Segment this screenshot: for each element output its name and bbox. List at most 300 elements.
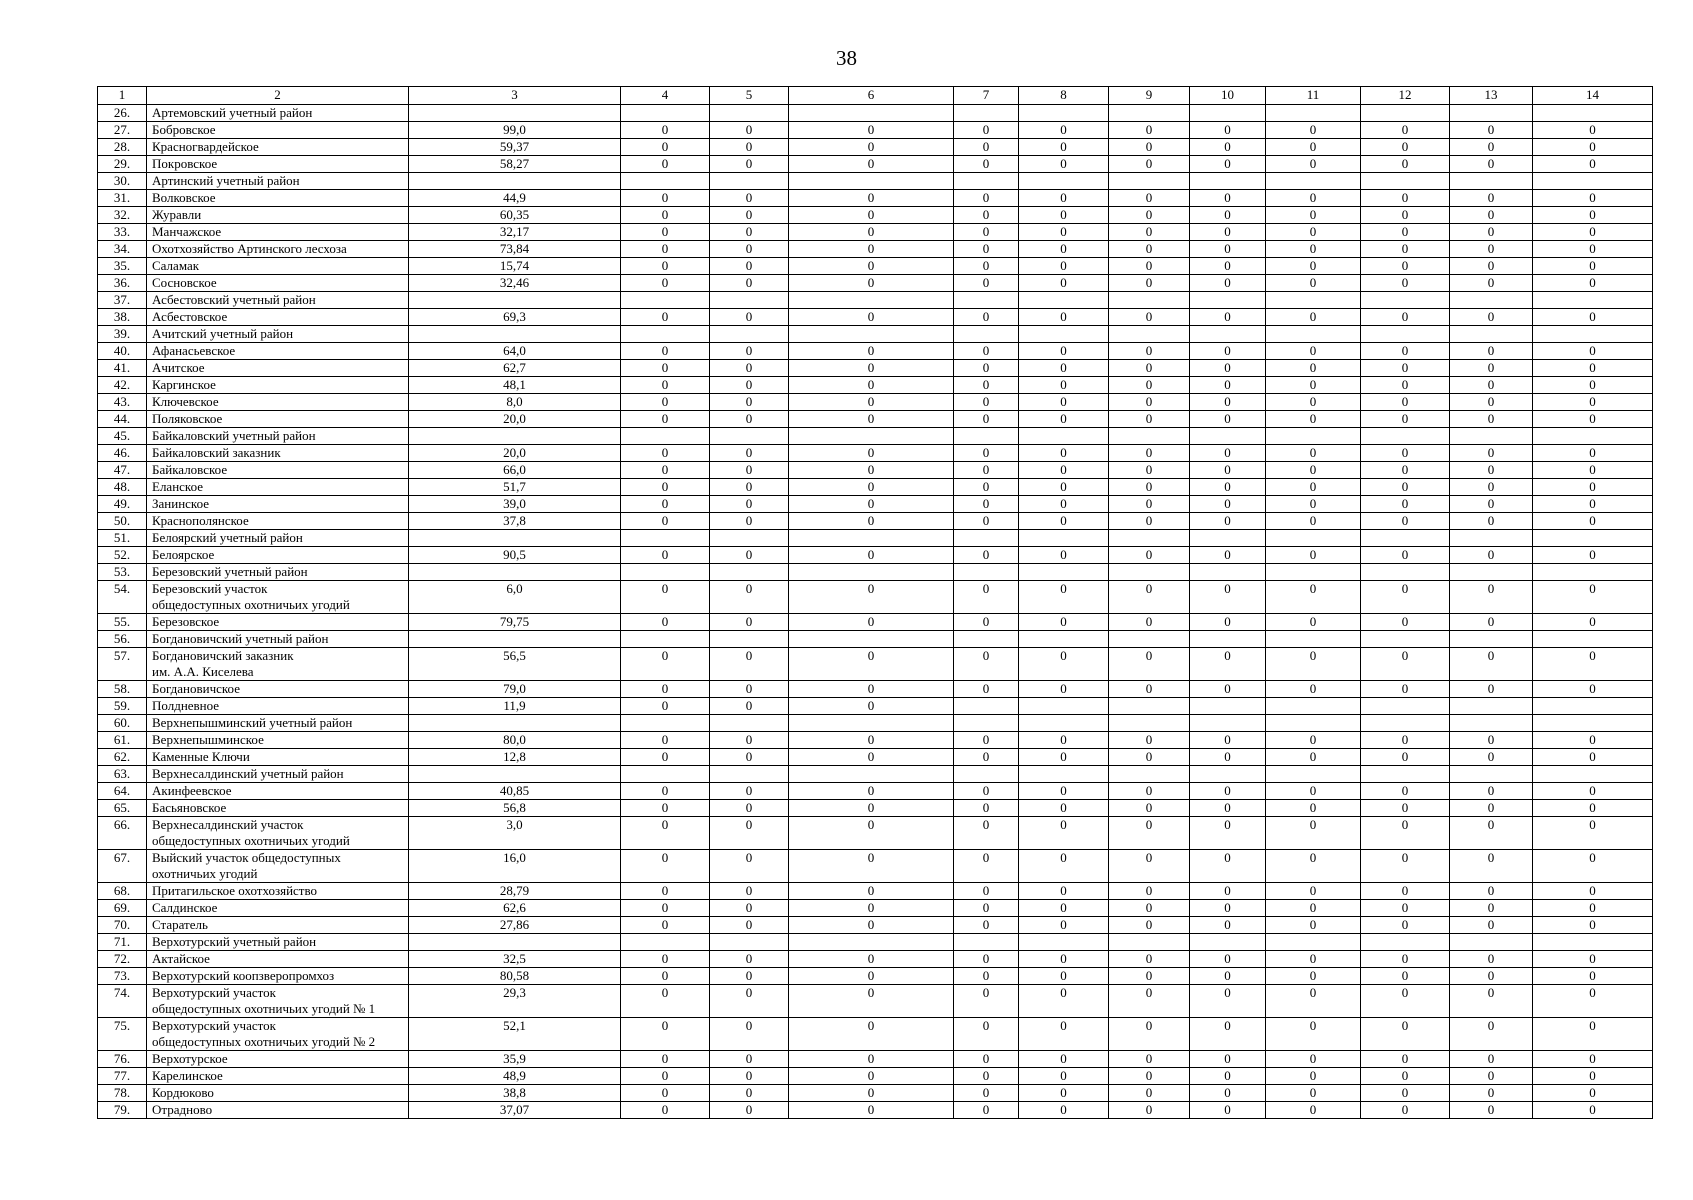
row-number: 30. [98,173,147,190]
area-name [147,445,409,462]
value-col-14: 0 [1533,732,1653,749]
area-name [147,462,409,479]
table-row [98,951,1653,968]
value-col-6 [789,530,954,547]
value-col-5 [710,428,789,445]
area-name [147,411,409,428]
value-col-13: 0 [1450,783,1533,800]
value-col-13: 0 [1450,1102,1533,1119]
value-col-3: 80,58 [409,968,621,985]
value-col-4: 0 [621,309,710,326]
value-col-8: 0 [1019,479,1109,496]
row-number: 37. [98,292,147,309]
value-col-9: 0 [1109,547,1190,564]
value-col-4: 0 [621,156,710,173]
value-col-13: 0 [1450,850,1533,883]
row-number: 46. [98,445,147,462]
area-name-line: Ачитское [152,360,205,375]
value-col-7: 0 [954,968,1019,985]
value-col-10: 0 [1190,968,1266,985]
value-col-3: 52,1 [409,1018,621,1051]
value-col-9 [1109,715,1190,732]
value-col-7: 0 [954,547,1019,564]
value-col-5: 0 [710,445,789,462]
value-col-11: 0 [1266,800,1361,817]
area-name-line: Афанасьевское [152,343,236,358]
value-col-13 [1450,934,1533,951]
row-number: 53. [98,564,147,581]
value-col-12 [1361,292,1450,309]
value-col-11: 0 [1266,207,1361,224]
area-name-line: Салдинское [152,900,218,915]
value-col-12: 0 [1361,749,1450,766]
row-number: 73. [98,968,147,985]
value-col-8: 0 [1019,951,1109,968]
area-name [147,241,409,258]
value-col-9: 0 [1109,360,1190,377]
district-header-row [98,564,1653,581]
value-col-12 [1361,698,1450,715]
value-col-13 [1450,631,1533,648]
value-col-11: 0 [1266,681,1361,698]
value-col-5 [710,631,789,648]
value-col-10 [1190,715,1266,732]
value-col-4: 0 [621,817,710,850]
value-col-12: 0 [1361,309,1450,326]
area-name-line: Верхотурский учетный район [152,934,317,949]
value-col-11 [1266,428,1361,445]
value-col-8 [1019,564,1109,581]
value-col-4: 0 [621,698,710,715]
value-col-13 [1450,530,1533,547]
value-col-13: 0 [1450,800,1533,817]
value-col-4: 0 [621,800,710,817]
area-name-line: охотничьих угодий [152,866,258,881]
area-name [147,698,409,715]
value-col-3: 35,9 [409,1051,621,1068]
value-col-11: 0 [1266,411,1361,428]
value-col-4: 0 [621,900,710,917]
value-col-12: 0 [1361,241,1450,258]
value-col-12: 0 [1361,394,1450,411]
value-col-3 [409,934,621,951]
value-col-6: 0 [789,917,954,934]
value-col-9: 0 [1109,122,1190,139]
value-col-8: 0 [1019,1051,1109,1068]
value-col-11 [1266,326,1361,343]
area-name-line: Белоярский учетный район [152,530,303,545]
value-col-10: 0 [1190,496,1266,513]
value-col-9: 0 [1109,258,1190,275]
area-name-line: Богдановичский учетный район [152,631,329,646]
table-row [98,614,1653,631]
area-name-line: Артинский учетный район [152,173,300,188]
value-col-4: 0 [621,883,710,900]
value-col-13: 0 [1450,985,1533,1018]
value-col-3: 40,85 [409,783,621,800]
value-col-5 [710,564,789,581]
value-col-5: 0 [710,479,789,496]
district-name [147,326,409,343]
value-col-12: 0 [1361,900,1450,917]
value-col-7: 0 [954,749,1019,766]
row-number: 52. [98,547,147,564]
column-header-8: 8 [1019,87,1109,105]
value-col-10: 0 [1190,377,1266,394]
value-col-8 [1019,715,1109,732]
value-col-13: 0 [1450,1068,1533,1085]
value-col-12: 0 [1361,445,1450,462]
row-number: 28. [98,139,147,156]
value-col-10 [1190,564,1266,581]
column-header-6: 6 [789,87,954,105]
value-col-12: 0 [1361,783,1450,800]
value-col-5: 0 [710,156,789,173]
value-col-12: 0 [1361,224,1450,241]
value-col-11: 0 [1266,614,1361,631]
value-col-11: 0 [1266,360,1361,377]
value-col-14: 0 [1533,817,1653,850]
value-col-6: 0 [789,411,954,428]
value-col-13: 0 [1450,394,1533,411]
table-row [98,800,1653,817]
value-col-8: 0 [1019,377,1109,394]
row-number: 61. [98,732,147,749]
value-col-6: 0 [789,207,954,224]
value-col-6: 0 [789,783,954,800]
column-header-7: 7 [954,87,1019,105]
value-col-14: 0 [1533,241,1653,258]
district-header-row [98,530,1653,547]
value-col-12: 0 [1361,1018,1450,1051]
value-col-7: 0 [954,275,1019,292]
value-col-9 [1109,631,1190,648]
table-row [98,1102,1653,1119]
area-name-line: Байкаловский учетный район [152,428,316,443]
row-number: 76. [98,1051,147,1068]
value-col-11 [1266,698,1361,715]
value-col-12: 0 [1361,614,1450,631]
table-row [98,681,1653,698]
area-name [147,817,409,850]
value-col-11: 0 [1266,479,1361,496]
value-col-5: 0 [710,581,789,614]
area-name-line: Притагильское охотхозяйство [152,883,318,898]
area-name-line: им. А.А. Киселева [152,664,254,679]
value-col-3: 11,9 [409,698,621,715]
value-col-12: 0 [1361,377,1450,394]
value-col-6: 0 [789,241,954,258]
value-col-8: 0 [1019,1102,1109,1119]
value-col-7: 0 [954,190,1019,207]
value-col-5: 0 [710,190,789,207]
value-col-9: 0 [1109,445,1190,462]
value-col-5: 0 [710,817,789,850]
value-col-4 [621,428,710,445]
value-col-13 [1450,326,1533,343]
value-col-9 [1109,934,1190,951]
value-col-5: 0 [710,968,789,985]
area-name [147,258,409,275]
value-col-4: 0 [621,224,710,241]
value-col-6: 0 [789,681,954,698]
value-col-13: 0 [1450,883,1533,900]
row-number: 41. [98,360,147,377]
value-col-4: 0 [621,394,710,411]
value-col-6: 0 [789,968,954,985]
value-col-5: 0 [710,951,789,968]
table-row [98,1085,1653,1102]
value-col-7: 0 [954,377,1019,394]
table-row [98,698,1653,715]
value-col-9: 0 [1109,850,1190,883]
table-body [98,105,1653,1119]
value-col-5: 0 [710,1085,789,1102]
area-name-line: Выйский участок общедоступных [152,850,341,865]
value-col-8 [1019,292,1109,309]
value-col-13: 0 [1450,732,1533,749]
value-col-11: 0 [1266,547,1361,564]
value-col-14 [1533,428,1653,445]
value-col-8: 0 [1019,1068,1109,1085]
value-col-3: 48,1 [409,377,621,394]
value-col-7: 0 [954,309,1019,326]
value-col-3 [409,715,621,732]
value-col-8: 0 [1019,581,1109,614]
value-col-11: 0 [1266,224,1361,241]
value-col-6: 0 [789,394,954,411]
value-col-10 [1190,292,1266,309]
value-col-8: 0 [1019,648,1109,681]
value-col-5 [710,173,789,190]
area-name-line: Акинфеевское [152,783,232,798]
value-col-7 [954,326,1019,343]
value-col-4 [621,530,710,547]
value-col-13: 0 [1450,462,1533,479]
value-col-12: 0 [1361,1102,1450,1119]
table-row [98,241,1653,258]
value-col-13: 0 [1450,139,1533,156]
value-col-6: 0 [789,1051,954,1068]
row-number: 32. [98,207,147,224]
value-col-13: 0 [1450,817,1533,850]
row-number: 59. [98,698,147,715]
area-name-line: Еланское [152,479,204,494]
value-col-7: 0 [954,207,1019,224]
value-col-8: 0 [1019,394,1109,411]
area-name [147,156,409,173]
value-col-8 [1019,530,1109,547]
value-col-13: 0 [1450,258,1533,275]
value-col-4: 0 [621,445,710,462]
area-name-line: Верхотурский коопзверопромхоз [152,968,335,983]
value-col-3: 60,35 [409,207,621,224]
value-col-8: 0 [1019,917,1109,934]
value-col-12 [1361,766,1450,783]
value-col-8: 0 [1019,360,1109,377]
value-col-7: 0 [954,1018,1019,1051]
value-col-13 [1450,715,1533,732]
area-name-line: Асбестовское [152,309,228,324]
value-col-10: 0 [1190,122,1266,139]
value-col-5: 0 [710,900,789,917]
area-name-line: Бобровское [152,122,216,137]
row-number: 79. [98,1102,147,1119]
value-col-9: 0 [1109,1085,1190,1102]
district-name [147,105,409,122]
row-number: 74. [98,985,147,1018]
value-col-10: 0 [1190,985,1266,1018]
value-col-10: 0 [1190,275,1266,292]
value-col-12: 0 [1361,883,1450,900]
value-col-5: 0 [710,614,789,631]
value-col-3: 73,84 [409,241,621,258]
area-name-line: Старатель [152,917,208,932]
row-number: 34. [98,241,147,258]
value-col-4: 0 [621,732,710,749]
value-col-14: 0 [1533,479,1653,496]
value-col-13: 0 [1450,900,1533,917]
value-col-8 [1019,934,1109,951]
area-name-line: Верхнесалдинский участок [152,817,304,832]
row-number: 70. [98,917,147,934]
value-col-12: 0 [1361,732,1450,749]
table-row [98,1068,1653,1085]
district-name [147,564,409,581]
district-header-row [98,631,1653,648]
row-number: 68. [98,883,147,900]
row-number: 42. [98,377,147,394]
area-name-line: Басьяновское [152,800,227,815]
area-name-line: Байкаловское [152,462,228,477]
value-col-11: 0 [1266,951,1361,968]
value-col-6: 0 [789,1018,954,1051]
value-col-9: 0 [1109,817,1190,850]
value-col-12: 0 [1361,681,1450,698]
value-col-9: 0 [1109,968,1190,985]
value-col-9: 0 [1109,309,1190,326]
value-col-12: 0 [1361,581,1450,614]
value-col-7: 0 [954,648,1019,681]
value-col-7: 0 [954,681,1019,698]
value-col-7: 0 [954,917,1019,934]
value-col-6: 0 [789,496,954,513]
value-col-9: 0 [1109,1018,1190,1051]
value-col-6: 0 [789,156,954,173]
value-col-4 [621,631,710,648]
value-col-8: 0 [1019,1085,1109,1102]
value-col-14: 0 [1533,156,1653,173]
value-col-10: 0 [1190,411,1266,428]
value-col-11 [1266,173,1361,190]
value-col-5: 0 [710,275,789,292]
value-col-5: 0 [710,1068,789,1085]
value-col-12: 0 [1361,360,1450,377]
value-col-6: 0 [789,648,954,681]
row-number: 49. [98,496,147,513]
area-name [147,681,409,698]
value-col-13: 0 [1450,513,1533,530]
value-col-12: 0 [1361,139,1450,156]
area-name [147,343,409,360]
area-name-line: Артемовский учетный район [152,105,313,120]
row-number: 27. [98,122,147,139]
value-col-10: 0 [1190,547,1266,564]
value-col-6: 0 [789,479,954,496]
value-col-5: 0 [710,377,789,394]
table-row [98,732,1653,749]
district-name [147,934,409,951]
value-col-13: 0 [1450,951,1533,968]
area-name [147,122,409,139]
value-col-7 [954,105,1019,122]
value-col-12: 0 [1361,496,1450,513]
value-col-13: 0 [1450,1051,1533,1068]
value-col-14 [1533,766,1653,783]
value-col-10: 0 [1190,850,1266,883]
value-col-6: 0 [789,190,954,207]
value-col-10 [1190,530,1266,547]
value-col-9 [1109,766,1190,783]
column-header-2: 2 [147,87,409,105]
value-col-7: 0 [954,581,1019,614]
area-name-line: Верхотурский участок [152,1018,276,1033]
value-col-8: 0 [1019,513,1109,530]
value-col-14 [1533,530,1653,547]
table-row [98,411,1653,428]
value-col-5: 0 [710,883,789,900]
value-col-6: 0 [789,445,954,462]
area-name-line: Охотхозяйство Артинского лесхоза [152,241,347,256]
value-col-8: 0 [1019,275,1109,292]
value-col-7: 0 [954,394,1019,411]
value-col-12: 0 [1361,800,1450,817]
value-col-14: 0 [1533,547,1653,564]
value-col-8: 0 [1019,1018,1109,1051]
value-col-4: 0 [621,547,710,564]
value-col-5: 0 [710,513,789,530]
value-col-10 [1190,631,1266,648]
value-col-14: 0 [1533,309,1653,326]
area-name [147,139,409,156]
value-col-9: 0 [1109,496,1190,513]
table-row [98,581,1653,614]
value-col-11: 0 [1266,445,1361,462]
value-col-7 [954,530,1019,547]
value-col-11 [1266,631,1361,648]
value-col-14: 0 [1533,783,1653,800]
value-col-14 [1533,326,1653,343]
value-col-6 [789,564,954,581]
value-col-11: 0 [1266,139,1361,156]
area-name-line: Краснополянское [152,513,249,528]
value-col-12: 0 [1361,1085,1450,1102]
value-col-14: 0 [1533,749,1653,766]
value-col-9 [1109,428,1190,445]
value-col-3: 15,74 [409,258,621,275]
value-col-10: 0 [1190,581,1266,614]
value-col-6: 0 [789,224,954,241]
area-name-line: Богдановичское [152,681,240,696]
value-col-11 [1266,715,1361,732]
value-col-11: 0 [1266,241,1361,258]
value-col-6: 0 [789,343,954,360]
value-col-10: 0 [1190,900,1266,917]
value-col-8: 0 [1019,309,1109,326]
column-header-3: 3 [409,87,621,105]
value-col-9 [1109,105,1190,122]
value-col-11: 0 [1266,377,1361,394]
